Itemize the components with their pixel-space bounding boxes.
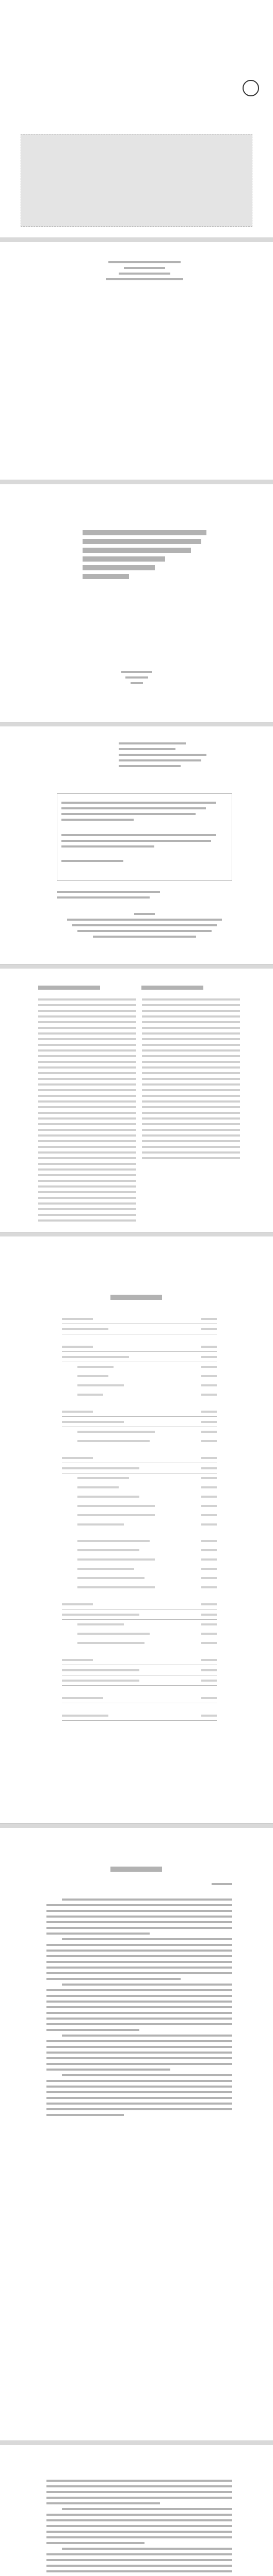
editorial-council-list: [38, 998, 136, 1225]
toc-entry[interactable]: [62, 1324, 217, 1334]
toc-entry[interactable]: [62, 1417, 217, 1427]
preface-body: [46, 1895, 232, 2120]
catalog-card: [57, 793, 232, 881]
half-title-page: [0, 242, 273, 480]
copyright-page: [0, 726, 273, 964]
preface-continued-page: [0, 2445, 273, 2576]
toc-subentry[interactable]: [62, 1492, 217, 1501]
preface-author-placeholder: [212, 1879, 232, 1889]
toc-entry[interactable]: [62, 1406, 217, 1417]
toc-subentry[interactable]: [62, 1536, 217, 1546]
toc-entry[interactable]: [62, 1463, 217, 1473]
copyright-placeholder: [119, 739, 222, 771]
toc-subentry[interactable]: [62, 1436, 217, 1446]
publisher-placeholder: [121, 667, 152, 688]
toc-entry[interactable]: [62, 1342, 217, 1352]
toc-subentry[interactable]: [62, 1620, 217, 1629]
cover-page: [0, 0, 273, 238]
title-page: [0, 484, 273, 722]
toc-subentry[interactable]: [62, 1381, 217, 1390]
toc-entry[interactable]: [62, 1665, 217, 1675]
title-placeholder: [83, 527, 217, 583]
toc-subentry[interactable]: [62, 1546, 217, 1555]
toc-subentry[interactable]: [62, 1511, 217, 1520]
toc-subentry[interactable]: [62, 1483, 217, 1492]
preface-page: [0, 1828, 273, 2441]
author-list-placeholder: [93, 258, 196, 284]
contents-list: [62, 1314, 217, 1721]
toc-subentry[interactable]: [62, 1371, 217, 1381]
toc-entry[interactable]: [62, 1655, 217, 1665]
toc-subentry[interactable]: [62, 1583, 217, 1592]
toc-entry[interactable]: [62, 1693, 217, 1703]
toc-subentry[interactable]: [62, 1564, 217, 1573]
toc-entry[interactable]: [62, 1609, 217, 1620]
toc-subentry[interactable]: [62, 1555, 217, 1564]
toc-subentry[interactable]: [62, 1520, 217, 1529]
toc-subentry[interactable]: [62, 1638, 217, 1648]
toc-subentry[interactable]: [62, 1473, 217, 1483]
scientific-committee-list: [142, 998, 240, 1163]
toc-subentry[interactable]: [62, 1573, 217, 1583]
toc-subentry[interactable]: [62, 1390, 217, 1399]
preface-body-continued: [46, 2476, 232, 2576]
toc-entry[interactable]: [62, 1352, 217, 1362]
councils-page: [0, 969, 273, 1232]
heading-placeholder: [38, 982, 234, 984]
publisher-logo-icon: [243, 80, 259, 96]
toc-subentry[interactable]: [62, 1501, 217, 1511]
contents-title-placeholder: [110, 1291, 162, 1303]
cover-illustration: [21, 134, 252, 227]
toc-entry[interactable]: [62, 1599, 217, 1609]
preface-title-placeholder: [110, 1863, 162, 1875]
toc-entry[interactable]: [62, 1314, 217, 1324]
toc-entry[interactable]: [62, 1453, 217, 1463]
toc-entry[interactable]: [62, 1710, 217, 1721]
toc-subentry[interactable]: [62, 1629, 217, 1638]
footer-placeholder: [57, 887, 232, 941]
contents-page: [0, 1236, 273, 1824]
toc-entry[interactable]: [62, 1675, 217, 1686]
toc-subentry[interactable]: [62, 1427, 217, 1436]
toc-subentry[interactable]: [62, 1362, 217, 1371]
